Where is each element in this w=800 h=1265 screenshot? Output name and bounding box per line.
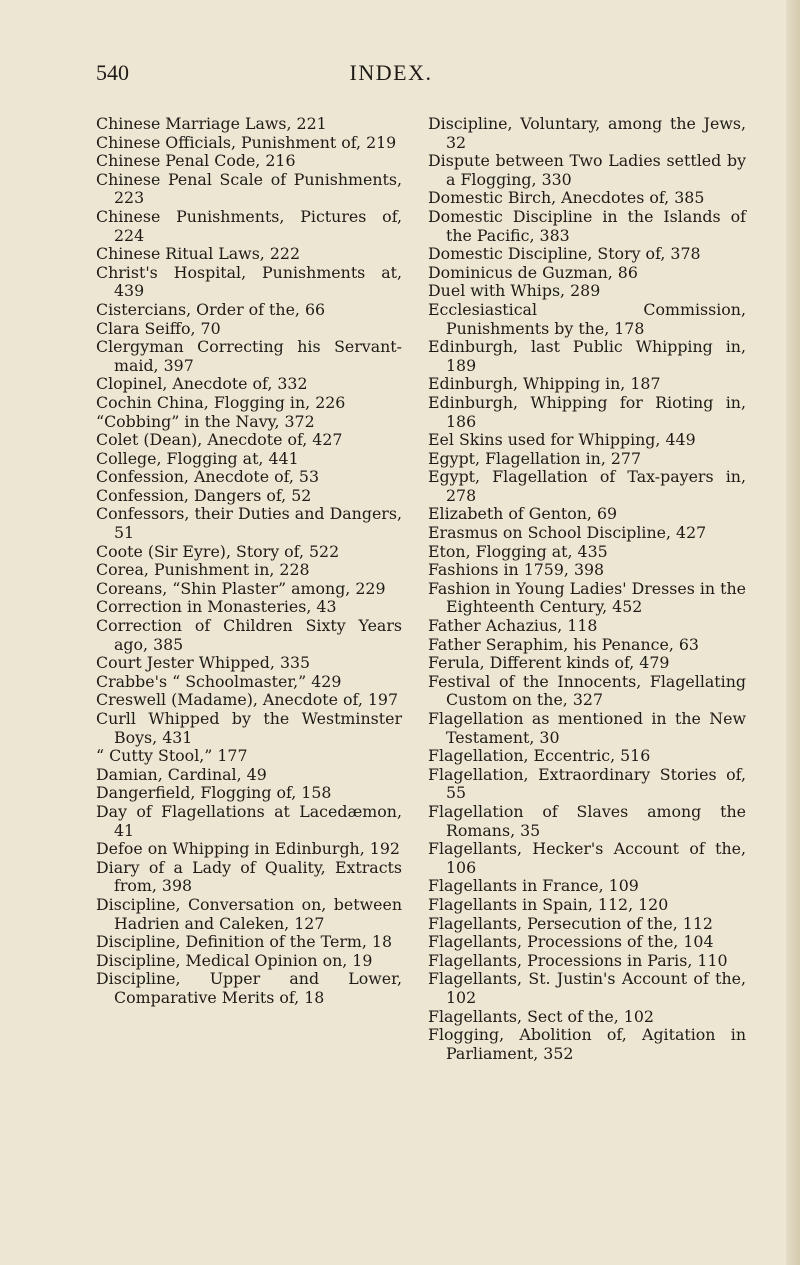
- index-entry: Discipline, Voluntary, among the Jews, 32: [428, 114, 746, 152]
- index-entry: Egypt, Flagellation of Tax-payers in, 278: [428, 467, 746, 505]
- index-entry: Court Jester Whipped, 335: [96, 653, 311, 673]
- index-entry: Flagellants, St. Justin's Account of the, 102: [428, 969, 746, 1007]
- index-entry: Coreans, “Shin Plaster” among, 229: [96, 578, 386, 598]
- index-entry: Erasmus on School Discipline, 427: [428, 523, 707, 543]
- index-entry: Discipline, Definition of the Term, 18: [96, 932, 392, 952]
- index-entry: Correction in Monasteries, 43: [96, 597, 337, 617]
- index-entry: Fashions in 1759, 398: [428, 560, 605, 580]
- index-entry: Creswell (Madame), Anecdote of, 197: [96, 690, 399, 710]
- index-entry: Festival of the Innocents, Flagellating Custom on the, 327: [428, 671, 746, 710]
- index-entry: Corea, Punishment in, 228: [96, 560, 310, 580]
- index-column-right: [428, 115, 746, 1063]
- page-edge: [786, 0, 800, 1265]
- index-entry: Domestic Discipline, Story of, 378: [428, 244, 701, 264]
- index-entry: Flagellation, Extraordinary Stories of, 55: [428, 764, 746, 803]
- index-entry: Chinese Penal Code, 216: [96, 151, 296, 171]
- index-entry: Colet (Dean), Anecdote of, 427: [96, 430, 343, 450]
- index-entry: “ Cutty Stool,” 177: [96, 746, 248, 766]
- index-entry: Chinese Marriage Laws, 221: [96, 114, 327, 133]
- index-entry: Discipline, Conversation on, between Hadrien and Caleken, 127: [96, 894, 402, 933]
- index-entry: Flagellants in France, 109: [428, 876, 639, 896]
- index-entry: Eel Skins used for Whipping, 449: [428, 430, 696, 450]
- index-entry: Fashion in Young Ladies' Dresses in the Eighteenth Century, 452: [428, 578, 746, 617]
- index-entry: Discipline, Medical Opinion on, 19: [96, 950, 373, 970]
- page-header: [96, 60, 686, 96]
- index-entry: Correction of Children Sixty Years ago, 385: [96, 616, 402, 654]
- index-entry: Clergyman Correcting his Servant-maid, 397: [96, 337, 402, 375]
- index-entry: Flagellants, Processions of the, 104: [428, 932, 714, 952]
- index-entry: Flagellants in Spain, 112, 120: [428, 894, 669, 914]
- index-entry: Diary of a Lady of Quality, Extracts from, 398: [96, 857, 402, 896]
- index-entry: Father Achazius, 118: [428, 616, 598, 636]
- index-entry: Egypt, Flagellation in, 277: [428, 448, 642, 468]
- index-column-left: [96, 115, 402, 1008]
- index-entry: Flagellants, Persecution of the, 112: [428, 913, 713, 933]
- index-entry: Clopinel, Anecdote of, 332: [96, 374, 308, 394]
- index-entry: Defoe on Whipping in Edinburgh, 192: [96, 839, 400, 859]
- index-entry: Damian, Cardinal, 49: [96, 764, 267, 784]
- index-entry: College, Flogging at, 441: [96, 448, 299, 468]
- index-entry: Flagellation of Slaves among the Romans, 35: [428, 801, 746, 840]
- index-entry: Flagellants, Processions in Paris, 110: [428, 950, 728, 970]
- index-entry: Eton, Flogging at, 435: [428, 541, 608, 561]
- index-entry: Cochin China, Flogging in, 226: [96, 392, 346, 412]
- index-entry: Dominicus de Guzman, 86: [428, 262, 638, 282]
- index-entry: Confessors, their Duties and Dangers, 51: [96, 504, 402, 543]
- index-entry: Confession, Anecdote of, 53: [96, 467, 320, 487]
- index-entry: Flagellation as mentioned in the New Testament, 30: [428, 709, 746, 747]
- running-title: INDEX.: [349, 60, 433, 85]
- index-entry: Domestic Discipline in the Islands of the Pacific, 383: [428, 206, 746, 245]
- index-entry: Ecclesiastical Commission, Punishments by the, 178: [428, 299, 746, 338]
- index-entry: Discipline, Upper and Lower, Comparative Merits of, 18: [96, 969, 402, 1007]
- index-entry: Cistercians, Order of the, 66: [96, 299, 326, 319]
- index-entry: Flogging, Abolition of, Agitation in Parliament, 352: [428, 1025, 746, 1063]
- index-entry: Clara Seiffo, 70: [96, 318, 221, 338]
- index-entry: Duel with Whips, 289: [428, 281, 601, 301]
- index-entry: Edinburgh, Whipping for Rioting in, 186: [428, 392, 746, 431]
- index-entry: Flagellants, Sect of the, 102: [428, 1006, 654, 1026]
- index-entry: Confession, Dangers of, 52: [96, 485, 312, 505]
- index-entry: Curll Whipped by the Westminster Boys, 431: [96, 709, 402, 747]
- index-entry: Chinese Officials, Punishment of, 219: [96, 132, 397, 152]
- index-entry: Domestic Birch, Anecdotes of, 385: [428, 188, 705, 208]
- index-entry: Chinese Ritual Laws, 222: [96, 244, 301, 264]
- index-entry: Ferula, Different kinds of, 479: [428, 653, 670, 673]
- index-entry: Edinburgh, last Public Whipping in, 189: [428, 337, 746, 375]
- index-entry: “Cobbing” in the Navy, 372: [96, 411, 315, 431]
- index-entry: Day of Flagellations at Lacedæmon, 41: [96, 801, 402, 840]
- index-entry: Edinburgh, Whipping in, 187: [428, 374, 661, 394]
- index-entry: Dangerfield, Flogging of, 158: [96, 783, 332, 803]
- index-entry: Flagellants, Hecker's Account of the, 106: [428, 839, 746, 877]
- index-entry: Father Seraphim, his Penance, 63: [428, 634, 699, 654]
- index-entry: Flagellation, Eccentric, 516: [428, 746, 651, 766]
- index-entry: Dispute between Two Ladies settled by a Flogging, 330: [428, 151, 746, 189]
- index-entry: Christ's Hospital, Punishments at, 439: [96, 262, 402, 301]
- page-number: 540: [96, 60, 129, 85]
- index-entry: Elizabeth of Genton, 69: [428, 504, 618, 524]
- index-entry: Chinese Punishments, Pictures of, 224: [96, 206, 402, 245]
- index-entry: Coote (Sir Eyre), Story of, 522: [96, 541, 340, 561]
- index-entry: Crabbe's “ Schoolmaster,” 429: [96, 671, 342, 691]
- index-entry: Chinese Penal Scale of Punishments, 223: [96, 169, 402, 208]
